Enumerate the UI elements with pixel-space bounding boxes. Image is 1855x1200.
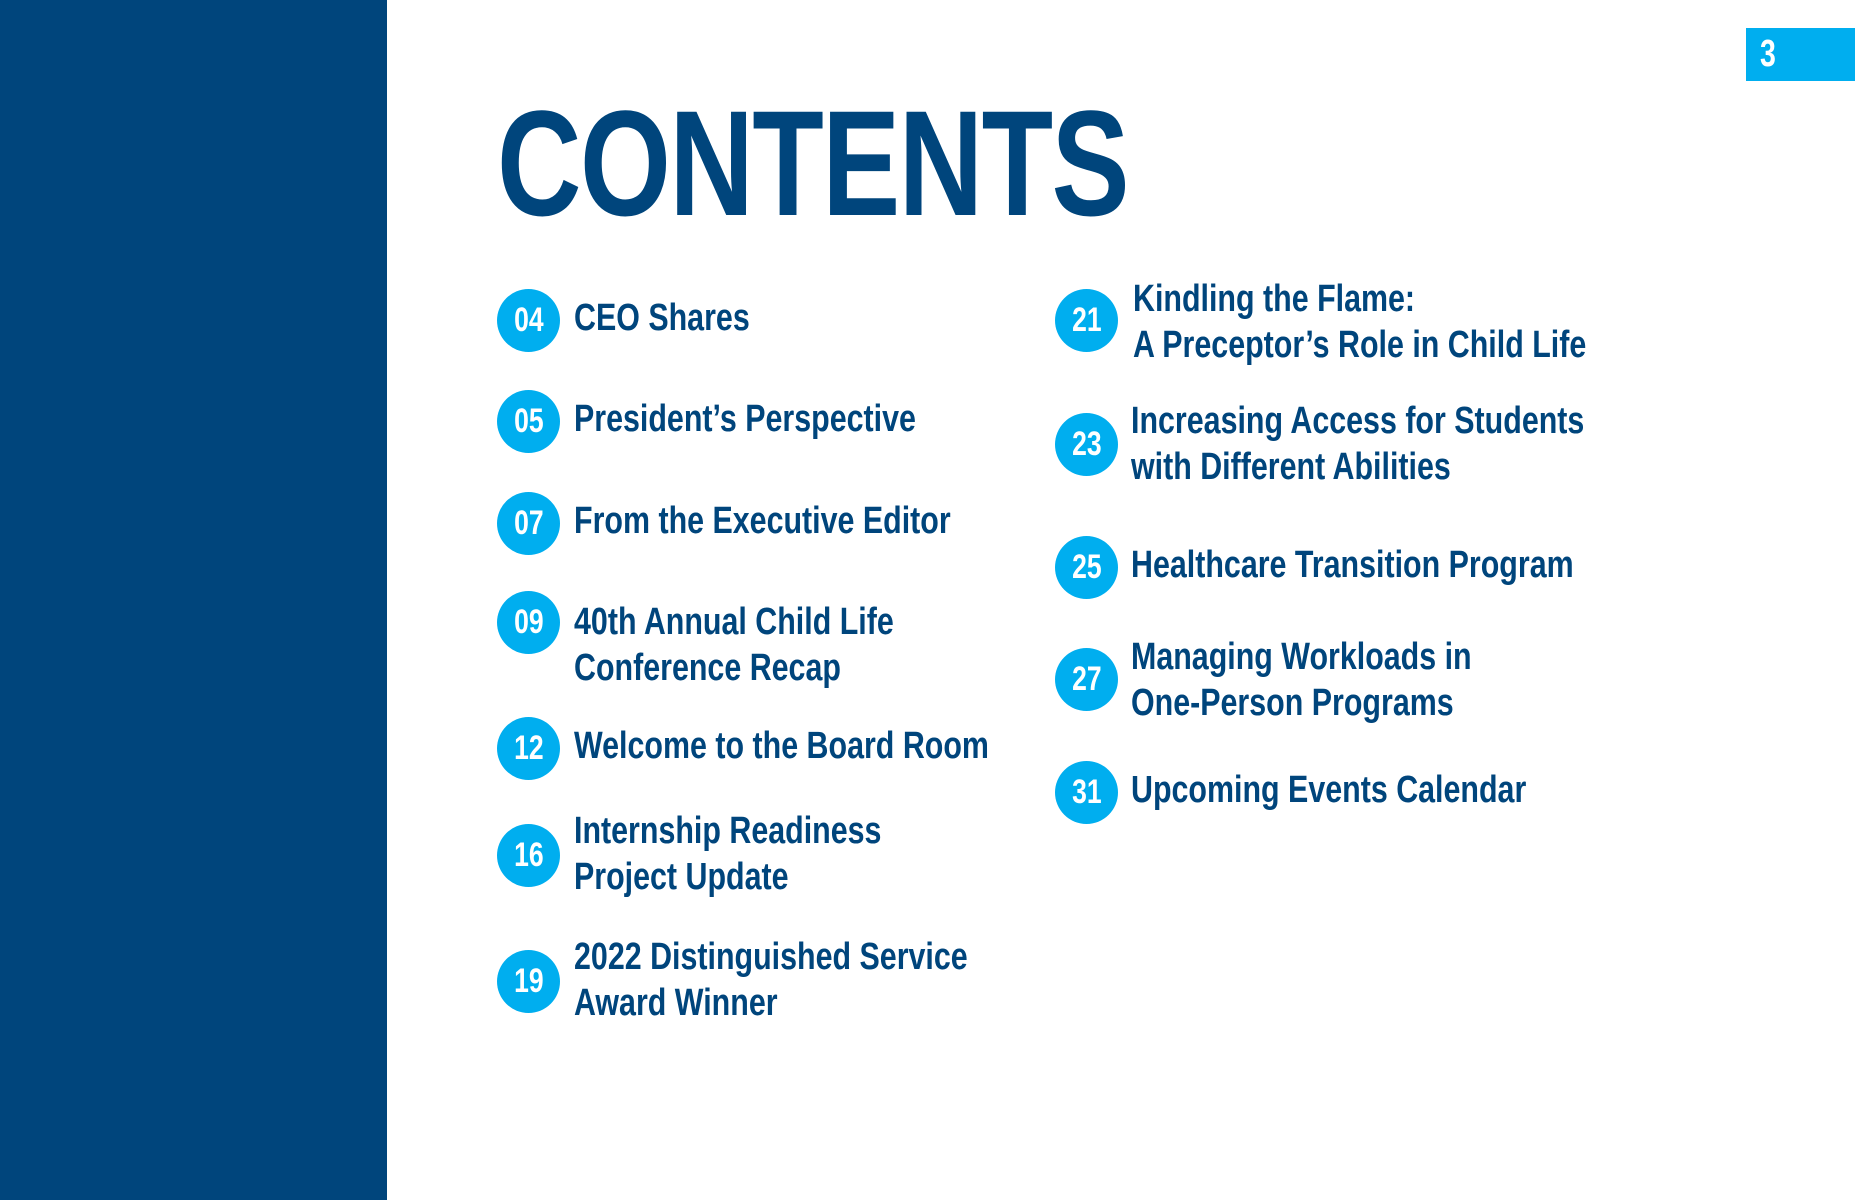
toc-item-title: Internship Readiness Project Update (574, 810, 882, 898)
toc-item-title: Healthcare Transition Program (1131, 544, 1574, 586)
page-number-badge: 21 (1055, 289, 1118, 352)
toc-item-title: Upcoming Events Calendar (1131, 769, 1527, 811)
toc-item-title: Kindling the Flame: A Preceptor’s Role in Child Life (1133, 278, 1587, 366)
toc-item-title: 40th Annual Child Life Conference Recap (574, 601, 894, 689)
page-number-badge: 27 (1055, 648, 1118, 711)
page-number-badge: 16 (497, 824, 560, 887)
sidebar-panel (0, 0, 387, 1200)
page-number: 3 (1760, 33, 1776, 75)
page-number-badge: 07 (497, 492, 560, 555)
page-number-badge: 05 (497, 390, 560, 453)
toc-item-title: 2022 Distinguished Service Award Winner (574, 936, 968, 1024)
page-number-badge: 31 (1055, 761, 1118, 824)
page-number-badge: 09 (497, 591, 560, 654)
page-title: CONTENTS (497, 79, 1129, 247)
page-number-badge: 23 (1055, 413, 1118, 476)
page-number-tab (1746, 28, 1855, 81)
page-number-badge: 12 (497, 717, 560, 780)
toc-item-title: From the Executive Editor (574, 500, 951, 542)
toc-item-title: CEO Shares (574, 297, 750, 339)
toc-item-title: Welcome to the Board Room (574, 725, 989, 767)
page-number-badge: 19 (497, 950, 560, 1013)
toc-item-title: Managing Workloads in One-Person Programs (1131, 636, 1472, 724)
toc-item-title: Increasing Access for Students with Different Abilities (1131, 400, 1585, 488)
toc-item-title: President’s Perspective (574, 398, 916, 440)
page-number-badge: 25 (1055, 536, 1118, 599)
page-number-badge: 04 (497, 289, 560, 352)
